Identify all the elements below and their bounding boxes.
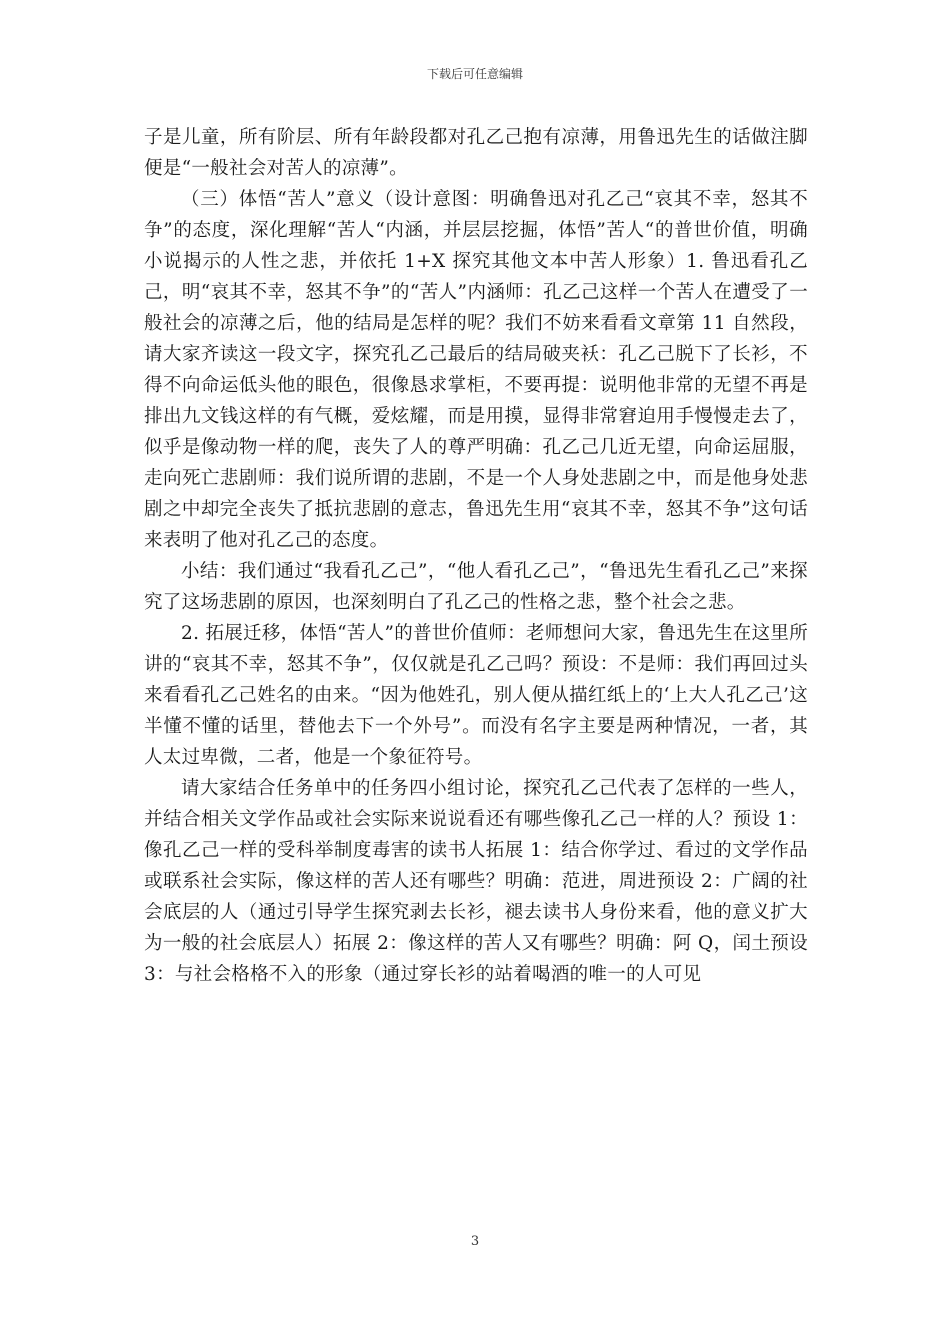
body-text [144, 122, 808, 990]
paragraph-extension: 2. 拓展迁移，体悟“苦人”的普世价值师：老师想问大家，鲁迅先生在这里所讲的“哀其不幸，怒其不争”，仅仅就是孔乙己吗？预设：不是师：我们再回过头来看看孔乙己姓名的由来。“因为他姓孔，别人便从描红纸上的‘上大人孔乙己’这半懂不懂的话里，替他去下一个外号”。而没有名字主要是两种情况，一者，其人太过卑微，二者，他是一个象征符号。 [144, 623, 808, 768]
paragraph-section-three: （三）体悟“苦人”意义（设计意图：明确鲁迅对孔乙己“哀其不幸，怒其不争”的态度，深化理解“苦人“内涵，并层层挖掘，体悟”苦人“的普世价值，明确小说揭示的人性之悲，并依托 1+X 探究其他文本中苦人形象）1. 鲁迅看孔乙己，明“哀其不幸，怒其不争”的“苦人”内涵师：孔乙己这样一个苦人在遭受了一般社会的凉薄之后，他的结局是怎样的呢？我们不妨来看看文章第 11 自然段，请大家齐读这一段文字，探究孔乙己最后的结局破夹袄：孔乙己脱下了长衫，不得不向命运低头他的眼色，很像恳求掌柜，不要再提：说明他非常的无望不再是排出九文钱这样的有气概，爱炫耀，而是用摸，显得非常窘迫用手慢慢走去了，似乎是像动物一样的爬，丧失了人的尊严明确：孔乙己几近无望，向命运屈服，走向死亡悲剧师：我们说所谓的悲剧，不是一个人身处悲剧之中，而是他身处悲剧之中却完全丧失了抵抗悲剧的意志，鲁迅先生用“哀其不幸，怒其不争”这句话来表明了他对孔乙己的态度。 [144, 189, 808, 551]
paragraph-summary: 小结：我们通过“我看孔乙己”，“他人看孔乙己”，“鲁迅先生看孔乙己”来探究了这场悲剧的原因，也深刻明白了孔乙己的性格之悲，整个社会之悲。 [144, 561, 808, 613]
paragraph-discussion: 请大家结合任务单中的任务四小组讨论，探究孔乙己代表了怎样的一些人，并结合相关文学作品或社会实际来说说看还有哪些像孔乙己一样的人？预设 1：像孔乙己一样的受科举制度毒害的读书人拓展 1：结合你学过、看过的文学作品或联系社会实际，像这样的苦人还有哪些？明确：范进，周进预设 2：广阔的社会底层的人（通过引导学生探究剥去长衫，褪去读书人身份来看，他的意义扩大为一般的社会底层人）拓展 2：像这样的苦人又有哪些？明确：阿 Q，闰土预设 3：与社会格格不入的形象（通过穿长衫的站着喝酒的唯一的人可见 [144, 778, 808, 985]
paragraph-continuation: 子是儿童，所有阶层、所有年龄段都对孔乙己抱有凉薄，用鲁迅先生的话做注脚便是“一般社会对苦人的凉薄”。 [144, 127, 808, 179]
page-header: 下载后可任意编辑 [426, 67, 523, 81]
page-number: 3 [470, 1234, 480, 1249]
